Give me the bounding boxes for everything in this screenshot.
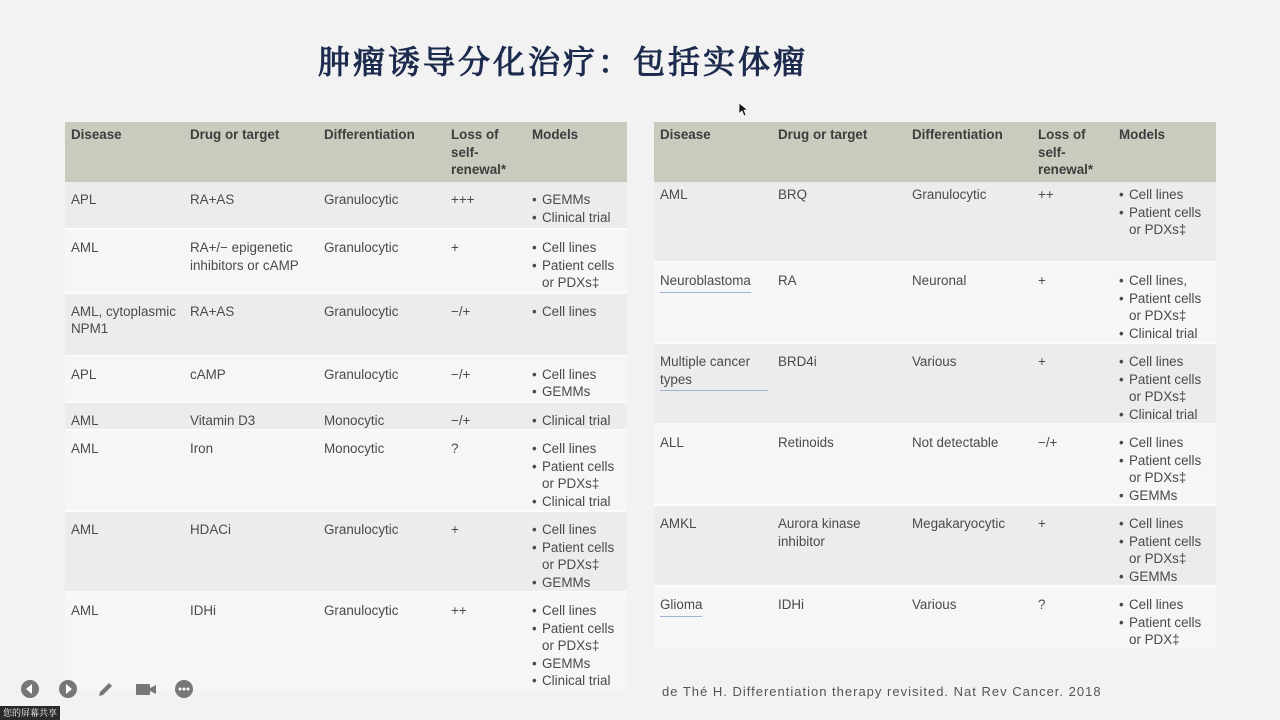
cell-loss: + (1032, 505, 1113, 586)
cell-loss: ++ (1032, 182, 1113, 262)
disease-link: Multiple cancer types (660, 353, 768, 391)
model-item: • Clinical trial (532, 209, 623, 227)
model-item: • Cell lines, (1119, 272, 1212, 290)
cell-differentiation: Monocytic (318, 430, 445, 511)
model-item: • Cell lines (532, 602, 623, 620)
cell-models (526, 229, 627, 293)
cell-loss: + (1032, 343, 1113, 424)
cell-disease: APL (65, 182, 184, 229)
cell-drug: RA (772, 262, 906, 343)
model-item: • Clinical trial (532, 493, 623, 511)
cell-loss: −/+ (445, 293, 526, 356)
citation-text: de Thé H. Differentiation therapy revisited. Nat Rev Cancer. 2018 (662, 684, 1102, 699)
cell-models (526, 511, 627, 592)
table-row (65, 293, 627, 356)
cell-drug: HDACi (184, 511, 318, 592)
table-header-row (65, 122, 627, 182)
cell-disease: AML (65, 229, 184, 293)
model-item: • Patient cells (532, 620, 623, 638)
model-item: or PDXs‡ (542, 476, 600, 491)
col-header: Loss of self-renewal* (1032, 122, 1113, 182)
model-item: or PDXs‡ (1129, 389, 1187, 404)
col-header: Drug or target (772, 122, 906, 182)
cell-models (1113, 262, 1216, 343)
camera-icon[interactable] (134, 677, 158, 701)
cell-drug: Aurora kinase inhibitor (772, 505, 906, 586)
cell-differentiation: Monocytic (318, 402, 445, 431)
cell-models (526, 402, 627, 431)
model-item: • Patient cells (1119, 614, 1212, 632)
model-item: or PDXs‡ (1129, 470, 1187, 485)
cell-drug: RA+AS (184, 293, 318, 356)
model-item: • Cell lines (1119, 186, 1212, 204)
cell-models (1113, 343, 1216, 424)
model-item: • Cell lines (1119, 596, 1212, 614)
cell-disease: AML, cytoplasmic NPM1 (65, 293, 184, 356)
cell-loss: + (1032, 262, 1113, 343)
model-item: or PDX‡ (1129, 632, 1180, 647)
cell-differentiation: Granulocytic (318, 511, 445, 592)
model-item: • Cell lines (1119, 434, 1212, 452)
model-item: • GEMMs (1119, 487, 1212, 505)
model-item: • Cell lines (532, 521, 623, 539)
cell-differentiation: Megakaryocytic (906, 505, 1032, 586)
cell-loss: +++ (445, 182, 526, 229)
pen-icon[interactable] (94, 677, 118, 701)
model-item: • Patient cells (532, 257, 623, 275)
cell-differentiation: Granulocytic (318, 356, 445, 402)
cell-disease: AML (65, 430, 184, 511)
screen-share-label: 您的屏幕共享 (0, 706, 60, 720)
cell-models (526, 592, 627, 690)
disease-link: Glioma (660, 596, 702, 617)
model-item: • Patient cells (1119, 533, 1212, 551)
model-item: • Patient cells (1119, 290, 1212, 308)
col-header: Differentiation (906, 122, 1032, 182)
model-item: • GEMMs (532, 383, 623, 401)
cell-drug: Vitamin D3 (184, 402, 318, 431)
table-row (654, 262, 1216, 343)
model-item: • GEMMs (532, 574, 623, 592)
model-item: or PDXs‡ (1129, 222, 1187, 237)
slide-title: 肿瘤诱导分化治疗：包括实体瘤 (318, 43, 809, 81)
cell-loss: + (445, 229, 526, 293)
disease-link: Neuroblastoma (660, 272, 751, 293)
table-row (654, 182, 1216, 262)
cell-loss: ? (445, 430, 526, 511)
cell-differentiation: Various (906, 586, 1032, 649)
cell-models (526, 430, 627, 511)
cell-disease: AML (65, 511, 184, 592)
table-header-row (654, 122, 1216, 182)
table-row (65, 402, 627, 431)
model-item: or PDXs‡ (542, 557, 600, 572)
model-item: • GEMMs (532, 191, 623, 209)
cell-loss: −/+ (445, 402, 526, 431)
cell-drug: IDHi (772, 586, 906, 649)
model-item: • Clinical trial (532, 672, 623, 690)
cell-disease: AMKL (654, 505, 772, 586)
right-table (654, 122, 1216, 649)
model-item: or PDXs‡ (1129, 551, 1187, 566)
table-row (65, 182, 627, 229)
col-header: Drug or target (184, 122, 318, 182)
cell-models (526, 182, 627, 229)
model-item: • Patient cells (532, 458, 623, 476)
cell-models (1113, 182, 1216, 262)
cell-differentiation: Neuronal (906, 262, 1032, 343)
model-item: • Cell lines (1119, 515, 1212, 533)
cell-disease: AML (65, 592, 184, 690)
cell-loss: ++ (445, 592, 526, 690)
model-item: • Cell lines (532, 440, 623, 458)
next-icon[interactable] (56, 677, 80, 701)
model-item: • Patient cells (1119, 452, 1212, 470)
cell-drug: Retinoids (772, 424, 906, 505)
model-item: • Patient cells (1119, 371, 1212, 389)
cell-disease (654, 262, 772, 343)
cell-drug: Iron (184, 430, 318, 511)
cell-disease: AML (654, 182, 772, 262)
cell-disease (654, 586, 772, 649)
cell-differentiation: Not detectable (906, 424, 1032, 505)
col-header: Disease (654, 122, 772, 182)
model-item: • Cell lines (1119, 353, 1212, 371)
model-item: • Patient cells (1119, 204, 1212, 222)
cell-loss: + (445, 511, 526, 592)
cell-models (526, 356, 627, 402)
model-item: • Clinical trial (1119, 406, 1212, 424)
model-item: or PDXs‡ (542, 638, 600, 653)
cell-drug: IDHi (184, 592, 318, 690)
cell-differentiation: Granulocytic (906, 182, 1032, 262)
table-row (65, 511, 627, 592)
model-item: or PDXs‡ (542, 275, 600, 290)
model-item: • GEMMs (1119, 568, 1212, 586)
cell-drug: BRD4i (772, 343, 906, 424)
model-item: • Patient cells (532, 539, 623, 557)
model-item: • Clinical trial (532, 412, 623, 430)
col-header: Disease (65, 122, 184, 182)
cell-models (526, 293, 627, 356)
table-row (65, 430, 627, 511)
table-row (65, 592, 627, 690)
table-row (654, 586, 1216, 649)
cell-disease: AML (65, 402, 184, 431)
cell-drug: RA+/− epigenetic inhibitors or cAMP (184, 229, 318, 293)
table-row (65, 356, 627, 402)
col-header: Loss of self-renewal* (445, 122, 526, 182)
cell-disease: APL (65, 356, 184, 402)
cell-drug: RA+AS (184, 182, 318, 229)
cell-models (1113, 505, 1216, 586)
col-header: Models (526, 122, 627, 182)
cell-loss: ? (1032, 586, 1113, 649)
table-row (654, 424, 1216, 505)
model-item: • GEMMs (532, 655, 623, 673)
cell-differentiation: Granulocytic (318, 592, 445, 690)
col-header: Differentiation (318, 122, 445, 182)
model-item: • Clinical trial (1119, 325, 1212, 343)
cell-differentiation: Granulocytic (318, 182, 445, 229)
cell-differentiation: Various (906, 343, 1032, 424)
table-row (654, 343, 1216, 424)
cell-disease (654, 343, 772, 424)
left-table (65, 122, 627, 690)
cell-models (1113, 424, 1216, 505)
model-item: • Cell lines (532, 239, 623, 257)
table-row (65, 229, 627, 293)
col-header: Models (1113, 122, 1216, 182)
cell-drug: BRQ (772, 182, 906, 262)
cell-differentiation: Granulocytic (318, 229, 445, 293)
cell-loss: −/+ (1032, 424, 1113, 505)
model-item: or PDXs‡ (1129, 308, 1187, 323)
cell-drug: cAMP (184, 356, 318, 402)
cell-loss: −/+ (445, 356, 526, 402)
prev-icon[interactable] (18, 677, 42, 701)
model-item: • Cell lines (532, 303, 623, 321)
cell-disease: ALL (654, 424, 772, 505)
cell-differentiation: Granulocytic (318, 293, 445, 356)
model-item: • Cell lines (532, 366, 623, 384)
mouse-cursor-icon (739, 103, 749, 117)
cell-models (1113, 586, 1216, 649)
more-icon[interactable] (172, 677, 196, 701)
table-row (654, 505, 1216, 586)
